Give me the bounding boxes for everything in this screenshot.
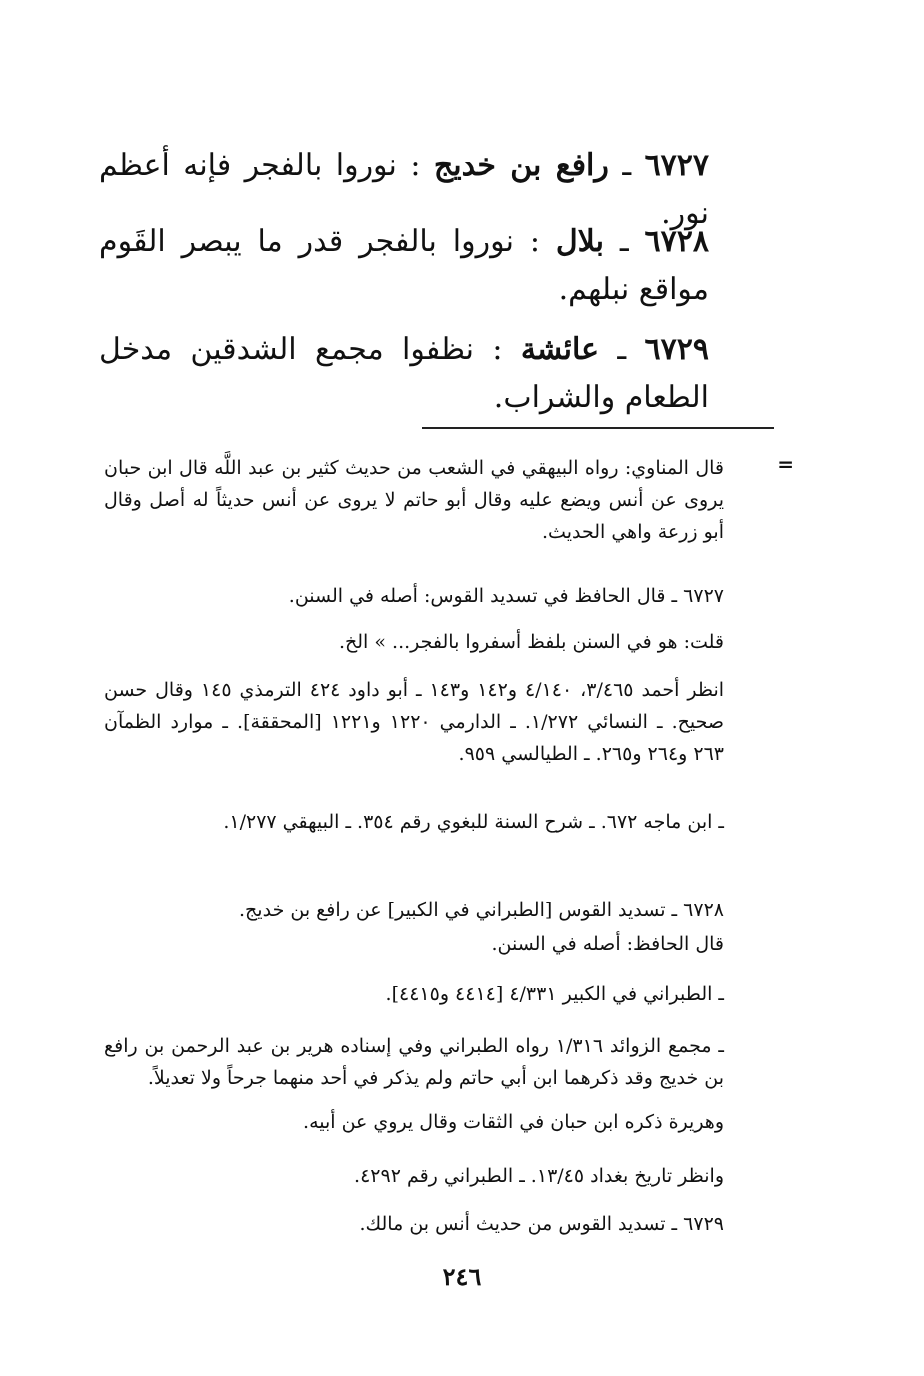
footnote-paragraph: ٦٧٢٧ ـ قال الحافظ في تسديد القوس: أصله في السنن. [288,585,724,607]
footnote-paragraph: ـ ابن ماجه ٦٧٢. ـ شرح السنة للبغوي رقم ٣٥٤. ـ البيهقي ١/٢٧٧. [223,811,724,833]
footnote-paragraph: وانظر تاريخ بغداد ١٣/٤٥. ـ الطبراني رقم ٤٢٩٢. [354,1165,724,1187]
footnote-paragraph: ـ مجمع الزوائد ١/٣١٦ رواه الطبراني وفي إسناده هرير بن عبد الرحمن بن رافع بن خديج وقد ذكرهما ابن أبي حاتم ولم يذكر في أحد منهما جرحاً ولا تعديلاً. [104,1035,724,1089]
hadith-narrator: عائشة [520,332,600,367]
footnote-paragraph: ٦٧٢٩ ـ تسديد القوس من حديث أنس بن مالك. [359,1213,724,1235]
hadith-narrator: رافع بن خديج [433,148,609,183]
hadith-number: ٦٧٢٨ [644,224,709,259]
hadith-number: ٦٧٢٩ [644,332,709,367]
hadith-text: : نوروا بالفجر قدر ما يبصر القَوم مواقع نبلهم. [99,224,709,307]
hadith-number: ٦٧٢٧ [644,148,710,183]
footnote-paragraph: وهريرة ذكره ابن حبان في الثقات وقال يروي عن أبيه. [303,1111,724,1133]
hadith-text: : نوروا بالفجر فإنه أعظم نور. [99,148,709,231]
footnote-paragraph: ٦٧٢٨ ـ تسديد القوس [الطبراني في الكبير] عن رافع بن خديج. [239,899,724,921]
hadith-narrator: بلال [555,224,604,259]
hadith-text: : نظفوا مجمع الشدقين مدخل الطعام والشراب. [99,332,709,415]
footnote-divider [422,427,774,429]
continuation-marker: = [777,452,794,476]
footnote-paragraph: قال الحافظ: أصله في السنن. [491,933,724,955]
footnote-paragraph: قلت: هو في السنن بلفظ أسفروا بالفجر... » الخ. [338,631,724,653]
footnote-paragraph: انظر أحمد ٣/٤٦٥، ٤/١٤٠ و١٤٢ و١٤٣ ـ أبو داود ٤٢٤ الترمذي ١٤٥ وقال حسن صحيح. ـ النسائي ١/٢٧٢. ـ الدارمي ١٢٢٠ و١٢٢١ [المحققة]. ـ موارد الظمآن ٢٦٣ و٢٦٤ و٢٦٥. ـ الطيالسي ٩٥٩. [104,679,725,765]
hadith-entry: ٦٧٢٧ ـ رافع بن خديج : نوروا بالفجر فإنه أعظم نور. [99,148,710,231]
hadith-entry: ٦٧٢٨ ـ بلال : نوروا بالفجر قدر ما يبصر القَوم مواقع نبلهم. [99,224,709,307]
footnote-paragraph: قال المناوي: رواه البيهقي في الشعب من حديث كثير بن عبد اللَّه قال ابن حبان يروى عن أنس ويضع عليه وقال أبو حاتم لا يروى عن أنس حديثاً له أصل وقال أبو زرعة واهي الحديث. [104,457,724,543]
footnote-paragraph: ـ الطبراني في الكبير ٤/٣٣١ [٤٤١٤ و٤٤١٥]. [385,983,724,1005]
page-number: ٢٤٦ [442,1262,482,1291]
hadith-entry: ٦٧٢٩ ـ عائشة : نظفوا مجمع الشدقين مدخل الطعام والشراب. [99,332,709,415]
